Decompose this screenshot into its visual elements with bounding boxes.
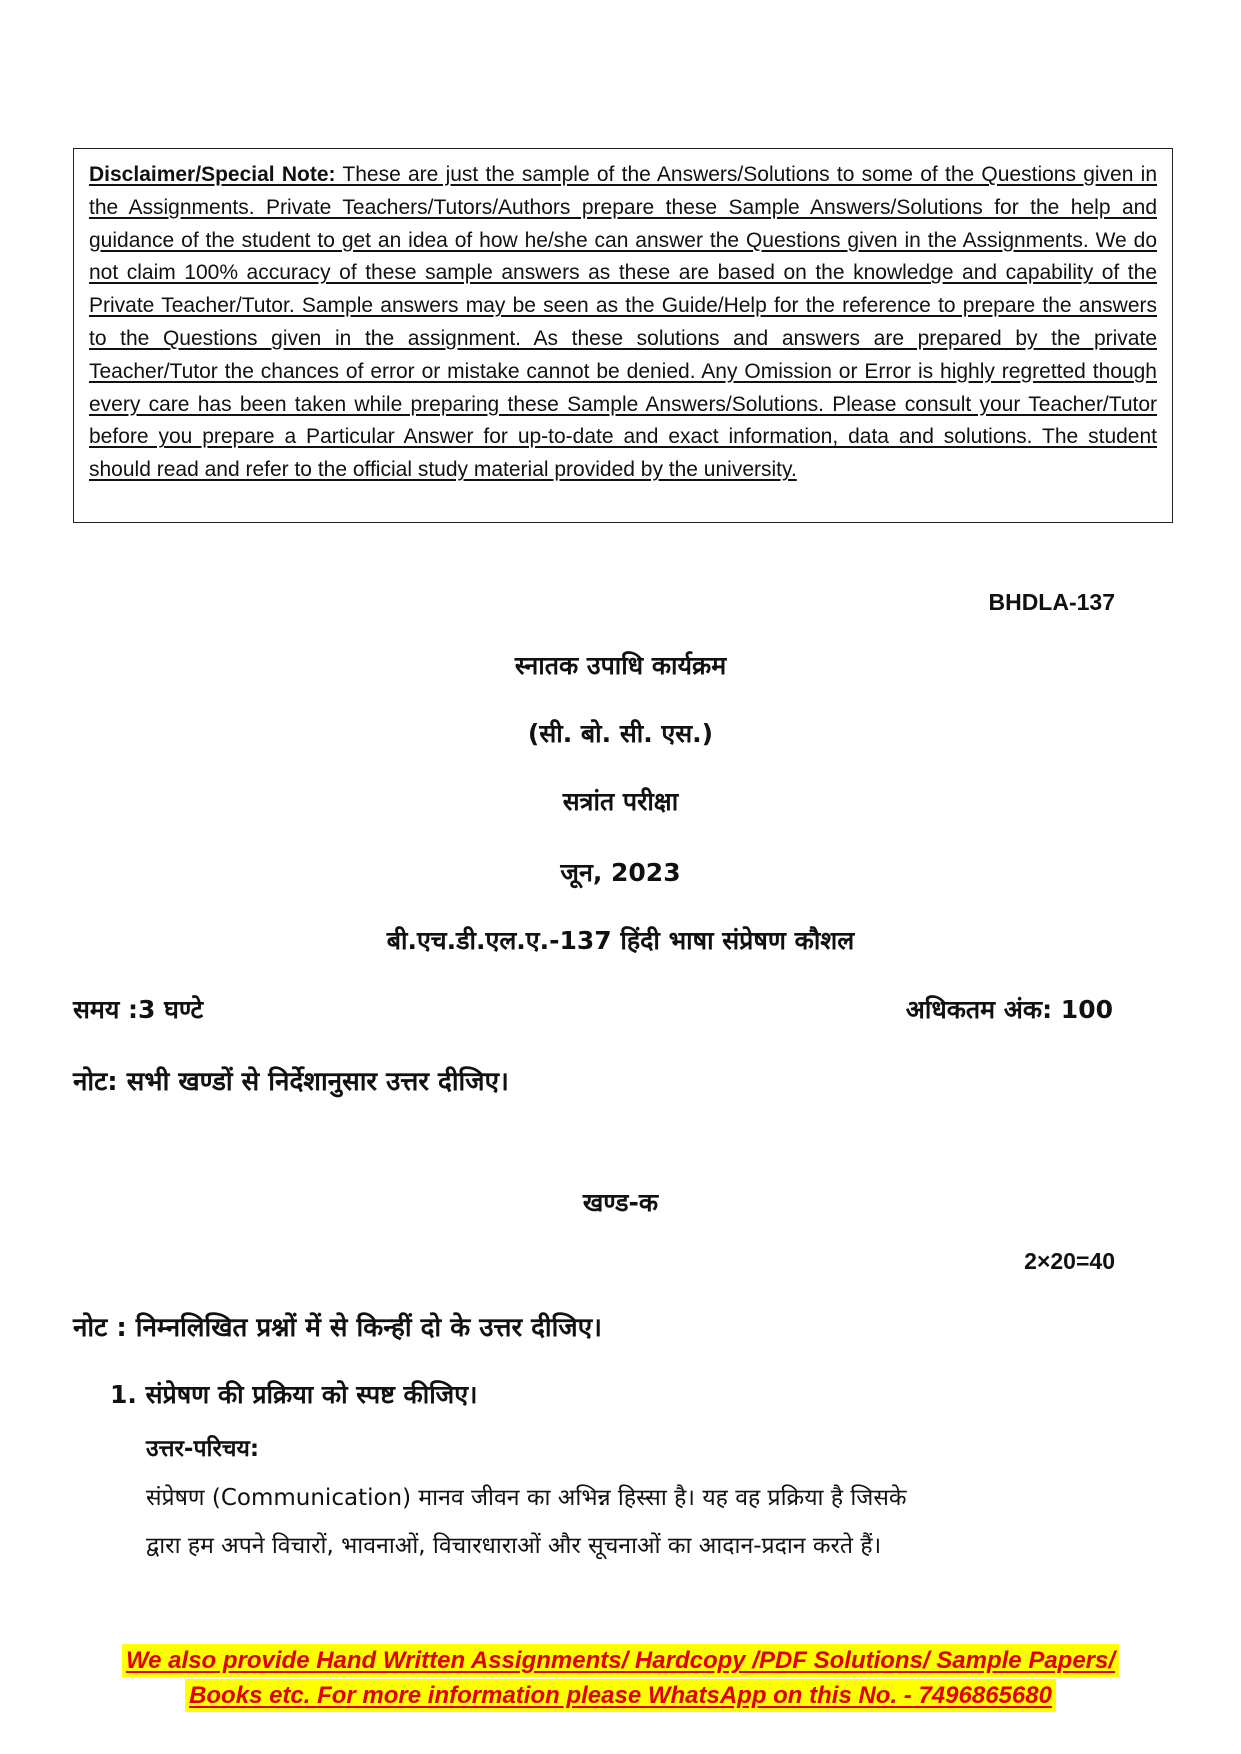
scheme-title: (सी. बो. सी. एस.) xyxy=(527,719,714,748)
answer-line: द्वारा हम अपने विचारों, भावनाओं, विचारधाराओं और सूचनाओं का आदान-प्रदान करते हैं। xyxy=(146,1533,882,1559)
exam-time: समय :3 घण्टे xyxy=(73,995,204,1024)
answer-heading: उत्तर-परिचय: xyxy=(146,1436,260,1462)
section-title: खण्ड-क xyxy=(582,1188,659,1217)
section-marks: 2×20=40 xyxy=(1024,1248,1115,1274)
promo-contact-text: Books etc. For more information please WhatsApp on this No. - 7496865680 xyxy=(185,1679,1056,1712)
promo-banner-line-1 xyxy=(0,1644,1241,1677)
disclaimer-heading: Disclaimer/Special Note: xyxy=(89,163,336,186)
general-note: नोट: सभी खण्डों से निर्देशानुसार उत्तर दीजिए। xyxy=(73,1067,509,1097)
promo-text: We also provide Hand Written Assignments/ Hardcopy /PDF Solutions/ Sample Papers/ xyxy=(122,1644,1119,1677)
exam-title: सत्रांत परीक्षा xyxy=(562,787,679,816)
section-note: नोट : निम्नलिखित प्रश्नों में से किन्हीं दो के उत्तर दीजिए। xyxy=(73,1313,602,1343)
disclaimer-text xyxy=(89,159,1157,487)
answer-line: संप्रेषण (Communication) मानव जीवन का अभिन्न हिस्सा है। यह वह प्रक्रिया है जिसके xyxy=(146,1485,907,1511)
question-1: 1. संप्रेषण की प्रक्रिया को स्पष्ट कीजिए। xyxy=(110,1380,478,1409)
disclaimer-body: These are just the sample of the Answers/Solutions to some of the Questions given in the Assignments. Private Teachers/Tutors/Authors prepare these Sample Answers/Solutions for the help and guidance of the student to get an idea of how he/she can answer the Questions given in the Assignments. We do not claim 100% accuracy of these sample answers as these are based on the knowledge and capability of the Private Teacher/Tutor. Sample answers may be seen as the Guide/Help for the reference to prepare the answers to the Questions given in the assignment. As these solutions and answers are prepared by the private Teacher/Tutor the chances of error or mistake cannot be denied. Any Omission or Error is highly regretted though every care has been taken while preparing these Sample Answers/Solutions. Please consult your Teacher/Tutor before you prepare a Particular Answer for up-to-date and exact information, data and solutions. The student should read and refer to the official study material provided by the university. xyxy=(89,163,1157,482)
course-title: बी.एच.डी.एल.ए.-137 हिंदी भाषा संप्रेषण कौशल xyxy=(386,926,855,955)
max-marks: अधिकतम अंक: 100 xyxy=(905,995,1113,1024)
programme-title: स्नातक उपाधि कार्यक्रम xyxy=(514,651,727,680)
session-title: जून, 2023 xyxy=(560,858,681,887)
course-code: BHDLA-137 xyxy=(988,589,1115,615)
promo-banner-line-2 xyxy=(0,1679,1241,1712)
disclaimer-box xyxy=(73,148,1173,523)
